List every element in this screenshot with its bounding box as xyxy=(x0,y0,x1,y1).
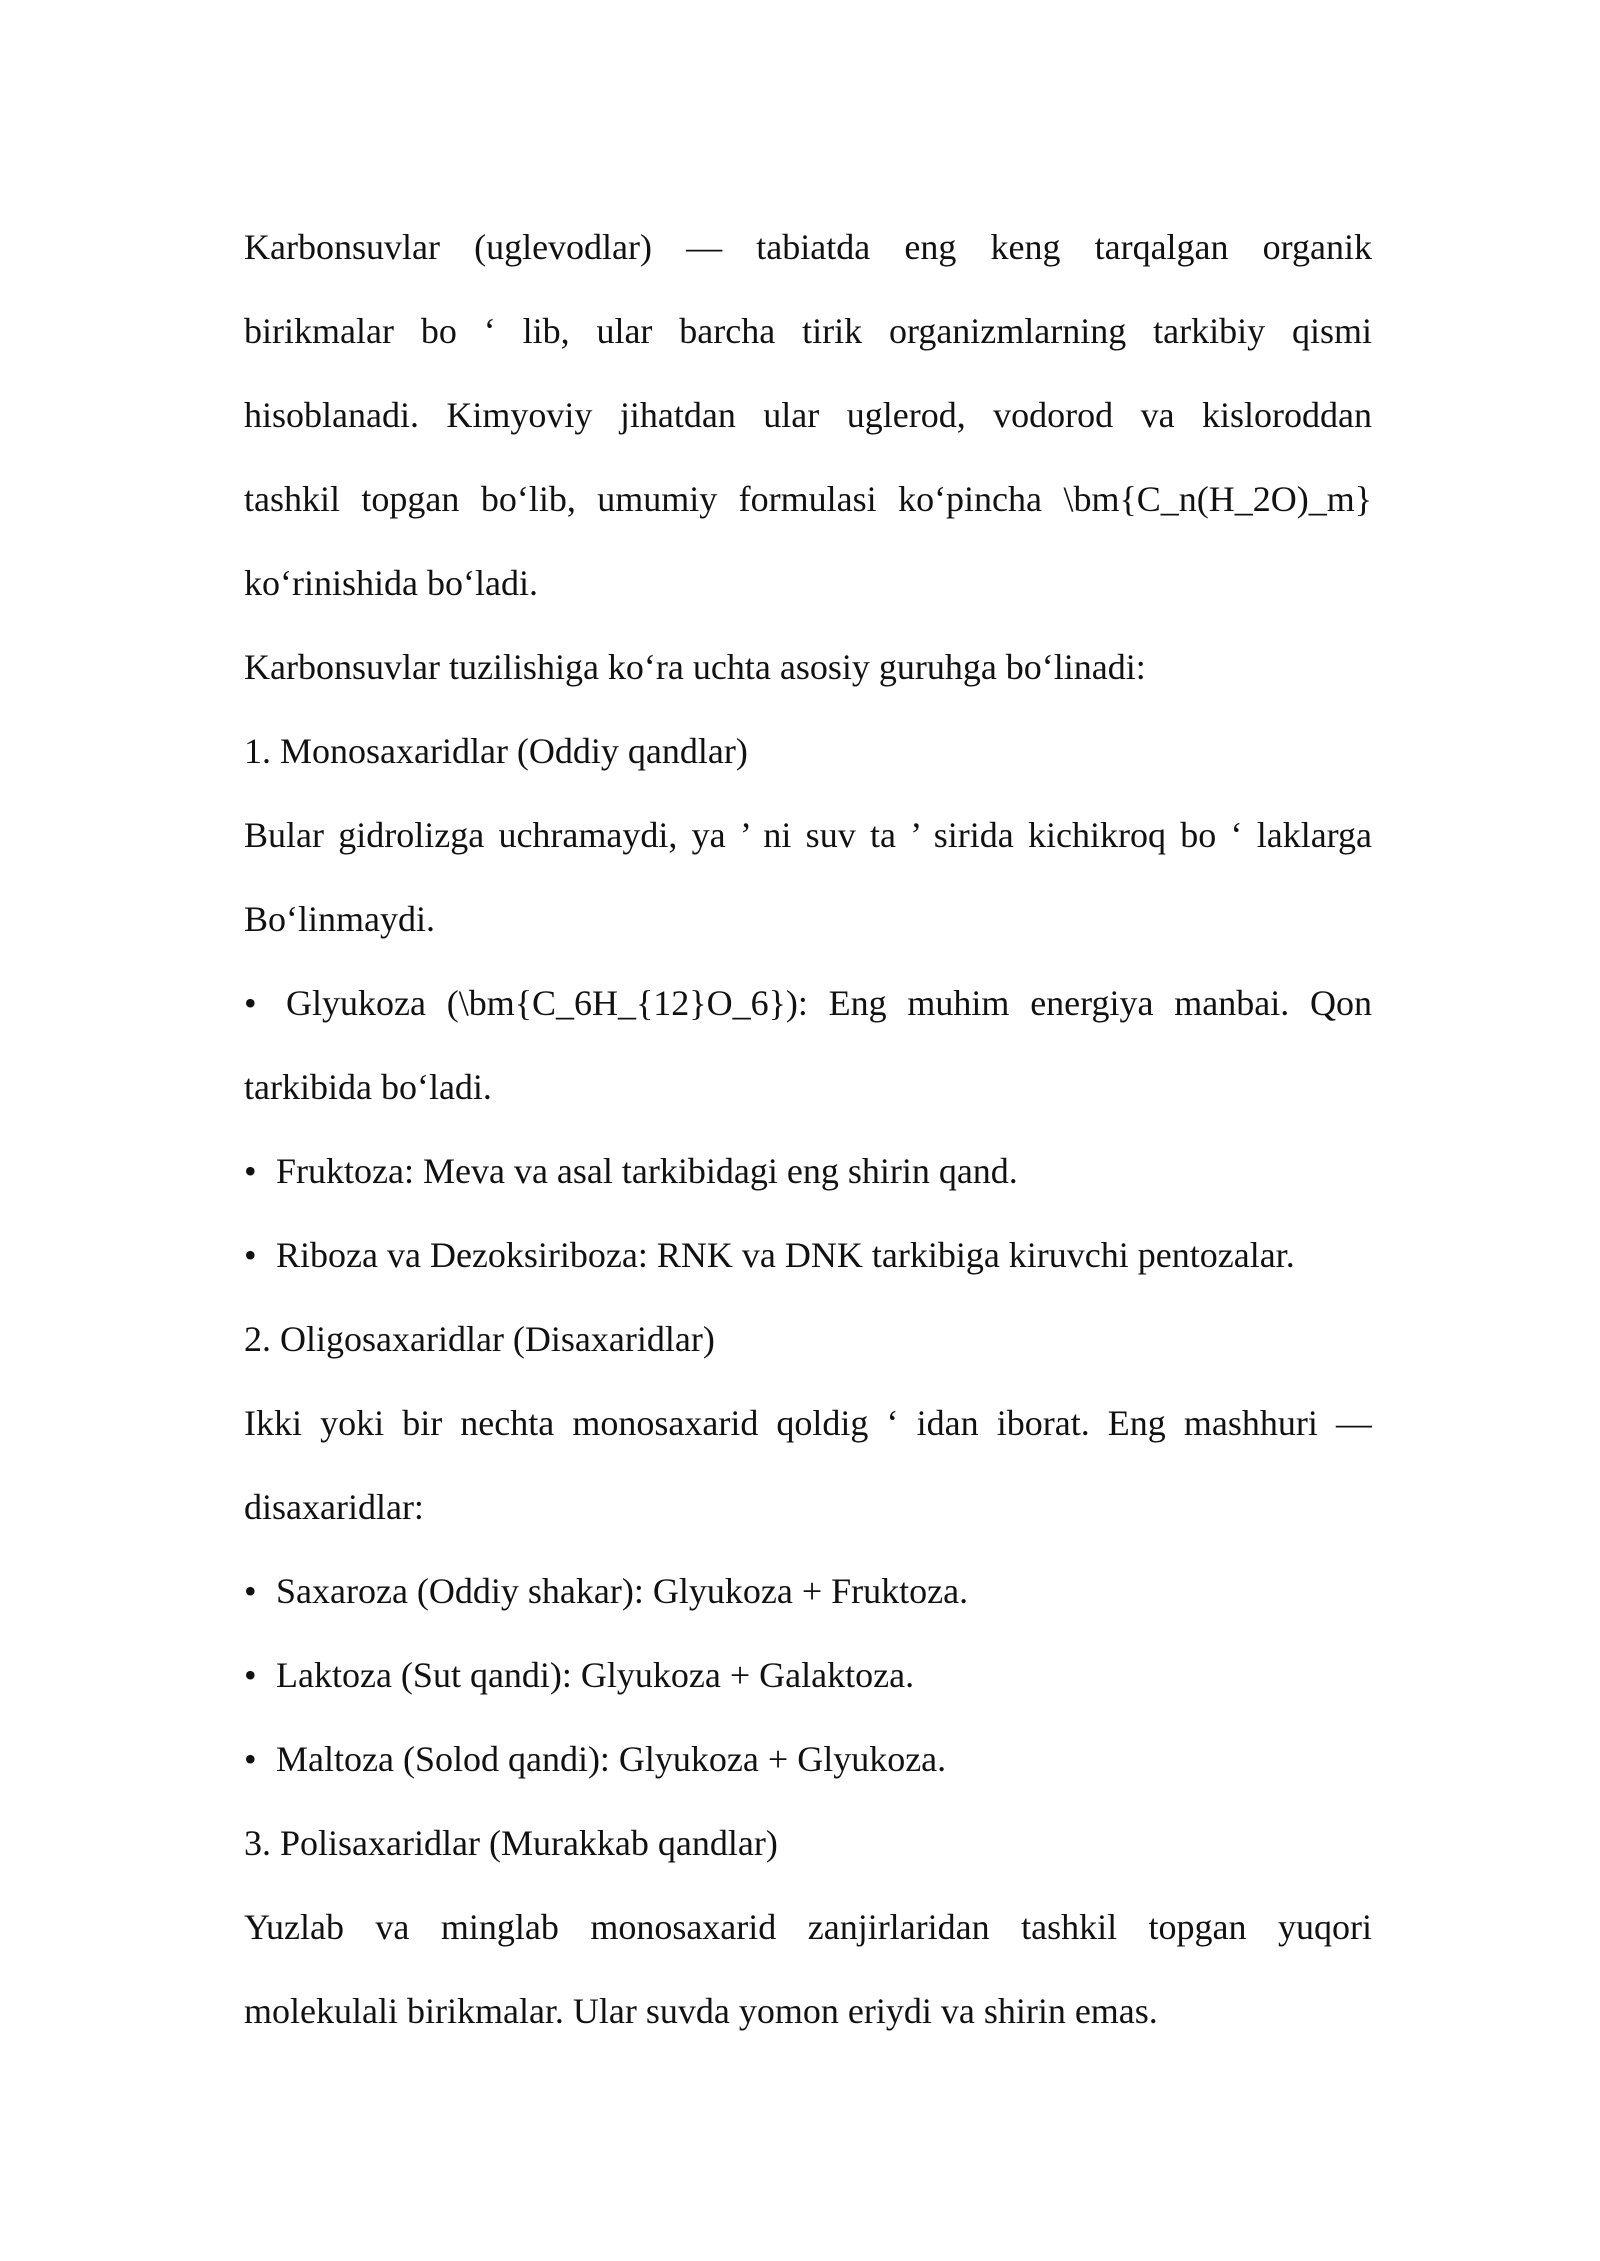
section3-desc-line-1: Yuzlab va minglab monosaxarid zanjirlaridan tashkil topgan yuqori xyxy=(244,1907,1372,1947)
list-item-text: Maltoza (Solod qandi): Glyukoza + Glyukoza. xyxy=(276,1739,947,1779)
list-item-text: Laktoza (Sut qandi): Glyukoza + Galaktoza. xyxy=(276,1655,915,1695)
intro-line-5: ko‘rinishida bo‘ladi. xyxy=(244,563,538,603)
groups-intro: Karbonsuvlar tuzilishiga ko‘ra uchta asosiy guruhga bo‘linadi: xyxy=(244,647,1146,687)
intro-line-3: hisoblanadi. Kimyoviy jihatdan ular uglerod, vodorod va kisloroddan xyxy=(244,395,1372,435)
list-item-text: Saxaroza (Oddiy shakar): Glyukoza + Fruktoza. xyxy=(276,1571,969,1611)
intro-line-4: tashkil topgan bo‘lib, umumiy formulasi ko‘pincha \bm{C_n(H_2O)_m} xyxy=(244,479,1372,519)
list-item-glucose xyxy=(244,961,1372,1045)
bullet-marker: • xyxy=(244,983,257,1023)
section2-desc-line-1: Ikki yoki bir nechta monosaxarid qoldig ‘ idan iborat. Eng mashhuri — xyxy=(244,1403,1372,1443)
section-heading-monosaccharides: 1. Monosaxaridlar (Oddiy qandlar) xyxy=(244,731,748,771)
list-item-lactose xyxy=(244,1633,1372,1717)
list-item-fructose xyxy=(244,1129,1372,1213)
section2-desc-line-2: disaxaridlar: xyxy=(244,1487,424,1527)
bullet-marker: • xyxy=(244,1235,257,1275)
document-page xyxy=(244,205,1372,2053)
bullet-marker: • xyxy=(244,1739,257,1779)
list-item-sucrose xyxy=(244,1549,1372,1633)
list-item-maltose xyxy=(244,1717,1372,1801)
list-item-text: Glyukoza (\bm{C_6H_{12}O_6}): Eng muhim energiya manbai. Qon xyxy=(286,983,1372,1023)
list-item-glucose-cont: tarkibida bo‘ladi. xyxy=(244,1067,492,1107)
bullet-marker: • xyxy=(244,1571,257,1611)
section3-desc-line-2: molekulali birikmalar. Ular suvda yomon eriydi va shirin emas. xyxy=(244,1991,1158,2031)
section-heading-polysaccharides: 3. Polisaxaridlar (Murakkab qandlar) xyxy=(244,1823,778,1863)
list-item-text: Riboza va Dezoksiriboza: RNK va DNK tarkibiga kiruvchi pentozalar. xyxy=(276,1235,1295,1275)
bullet-marker: • xyxy=(244,1655,257,1695)
intro-line-1: Karbonsuvlar (uglevodlar) — tabiatda eng keng tarqalgan organik xyxy=(244,227,1372,267)
list-item-ribose xyxy=(244,1213,1372,1297)
list-item-text: Fruktoza: Meva va asal tarkibidagi eng shirin qand. xyxy=(276,1151,1018,1191)
intro-line-2: birikmalar bo ‘ lib, ular barcha tirik organizmlarning tarkibiy qismi xyxy=(244,311,1372,351)
section1-desc-line-2: Bo‘linmaydi. xyxy=(244,899,435,939)
section-heading-oligosaccharides: 2. Oligosaxaridlar (Disaxaridlar) xyxy=(244,1319,715,1359)
section1-desc-line-1: Bular gidrolizga uchramaydi, ya ’ ni suv ta ’ sirida kichikroq bo ‘ laklarga xyxy=(244,815,1372,855)
bullet-marker: • xyxy=(244,1151,257,1191)
